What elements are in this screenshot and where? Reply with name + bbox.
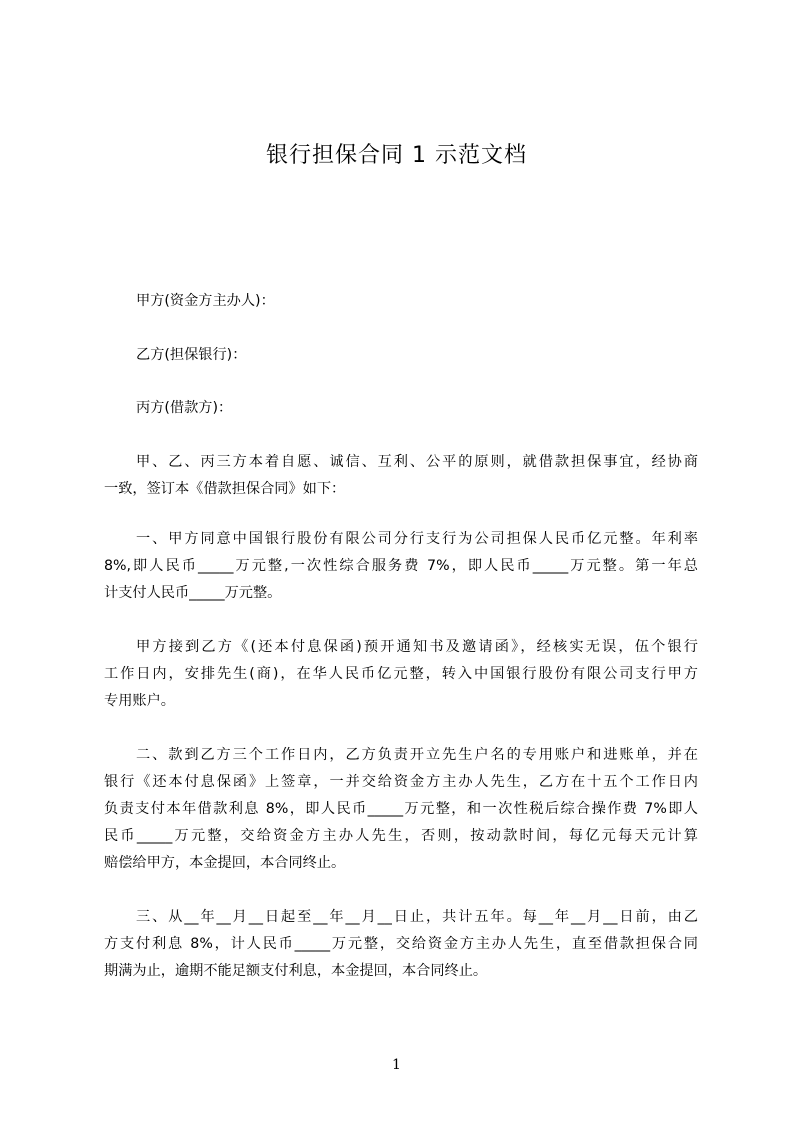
paragraph-line: 期满为止，逾期不能足额支付利息，本金提回，本合同终止。 — [104, 963, 488, 979]
paragraph-line: 负责支付本年借款利息 8%，即人民币_____万元整，和一次性税后综合操作费 7%即人 — [104, 801, 698, 817]
paragraph-line: 民币_____万元整，交给资金方主办人先生，否则，按动款时间，每亿元每天元计算 — [104, 828, 698, 844]
paragraph-line: 甲方接到乙方《(还本付息保函)预开通知书及邀请函》，经核实无误，伍个银行 — [136, 639, 698, 655]
document-title: 银行担保合同 1 示范文档 — [266, 143, 527, 168]
paragraph-line: 方支付利息 8%，计人民币_____万元整，交给资金方主办人先生，直至借款担保合同 — [104, 936, 698, 952]
paragraph-line: 一致，签订本《借款担保合同》如下： — [104, 481, 346, 497]
paragraph-line: 一、甲方同意中国银行股份有限公司分行支行为公司担保人民币亿元整。年利率 — [136, 531, 698, 547]
paragraph-line: 计支付人民币_____万元整。 — [104, 585, 282, 601]
party-b-line: 乙方(担保银行)： — [136, 347, 247, 363]
party-a-line: 甲方(资金方主办人)： — [136, 293, 275, 309]
page-number: 1 — [392, 1057, 401, 1073]
paragraph-line: 二、款到乙方三个工作日内，乙方负责开立先生户名的专用账户和进账单，并在 — [136, 747, 698, 763]
paragraph-line: 甲、乙、丙三方本着自愿、诚信、互利、公平的原则，就借款担保事宜，经协商 — [136, 454, 698, 470]
paragraph-line: 银行《还本付息保函》上签章，一并交给资金方主办人先生，乙方在十五个工作日内 — [104, 774, 698, 790]
paragraph-line: 赔偿给甲方，本金提回，本合同终止。 — [104, 855, 346, 871]
paragraph-line: 8%,即人民币_____万元整,一次性综合服务费 7%，即人民币_____万元整。第一年总 — [104, 558, 698, 574]
paragraph-line: 工作日内，安排先生(商)，在华人民币亿元整，转入中国银行股份有限公司支行甲方 — [104, 666, 698, 682]
party-c-line: 丙方(借款方)： — [136, 400, 233, 416]
paragraph-line: 专用账户。 — [104, 693, 175, 709]
paragraph-line: 三、从__年__月__日起至__年__月__日止，共计五年。每__年__月__日前，由乙 — [136, 909, 698, 925]
